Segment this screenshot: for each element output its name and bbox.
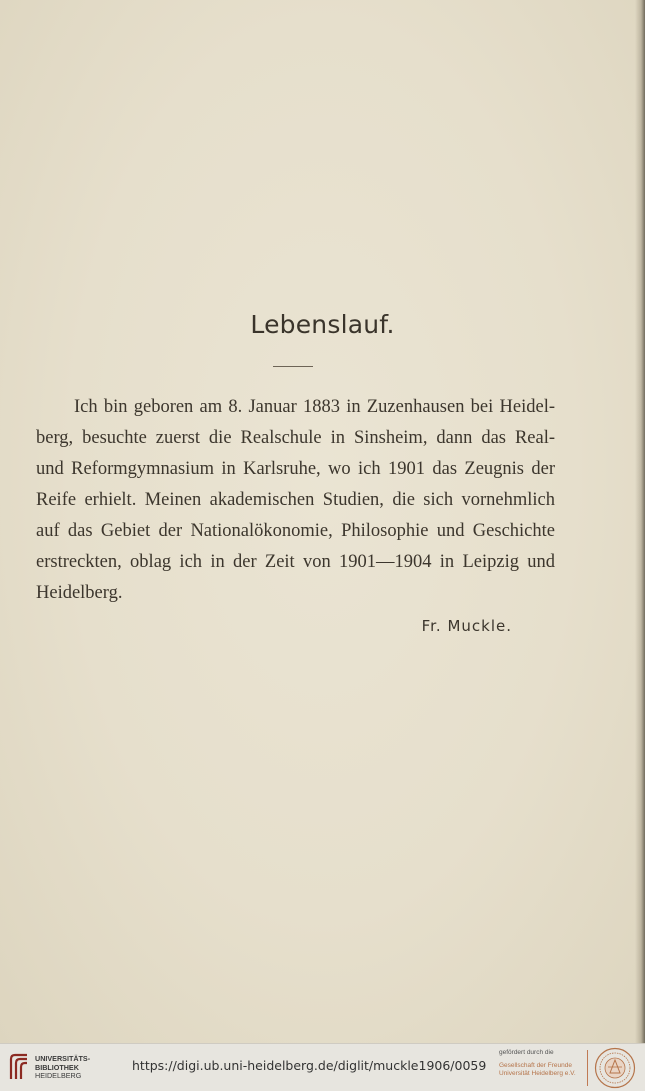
sponsor-label: gefördert durch die — [499, 1049, 554, 1056]
body-line: berg, besuchte zuerst die Realschule in Sinsheim, dann das Real- — [36, 428, 555, 448]
body-line: erstreckten, oblag ich in der Zeit von 1901—1904 in Leipzig und — [36, 552, 555, 572]
university-library-logo-icon[interactable] — [8, 1053, 30, 1081]
body-line: Reife erhielt. Meinen akademischen Studien, die sich vornehmlich — [36, 490, 555, 510]
body-line: und Reformgymnasium in Karlsruhe, wo ich 1901 das Zeugnis der — [36, 459, 555, 479]
university-seal-icon[interactable] — [594, 1047, 636, 1089]
body-line: Heidelberg. — [36, 583, 123, 603]
footer-divider — [587, 1050, 588, 1086]
signature: Fr. Muckle. — [421, 617, 512, 635]
title-rule — [273, 366, 313, 367]
sponsor-block — [499, 1049, 576, 1079]
body-line: auf das Gebiet der Nationalökonomie, Philosophie und Geschichte — [36, 521, 555, 541]
body-paragraph — [36, 392, 555, 609]
body-line: Ich bin geboren am 8. Januar 1883 in Zuzenhausen bei Heidel- — [74, 397, 555, 417]
library-name: UNIVERSITÄTS- BIBLIOTHEK HEIDELBERG — [35, 1054, 91, 1080]
sponsor-org-line: Universität Heidelberg e.V. — [499, 1070, 576, 1077]
page-edge-shadow — [635, 0, 645, 1043]
page-title: Lebenslauf. — [250, 310, 395, 339]
footer-bar — [0, 1043, 645, 1091]
sponsor-org-line: Gesellschaft der Freunde — [499, 1061, 572, 1069]
permalink-url[interactable]: https://digi.ub.uni-heidelberg.de/diglit/muckle1906/0059 — [132, 1058, 487, 1073]
